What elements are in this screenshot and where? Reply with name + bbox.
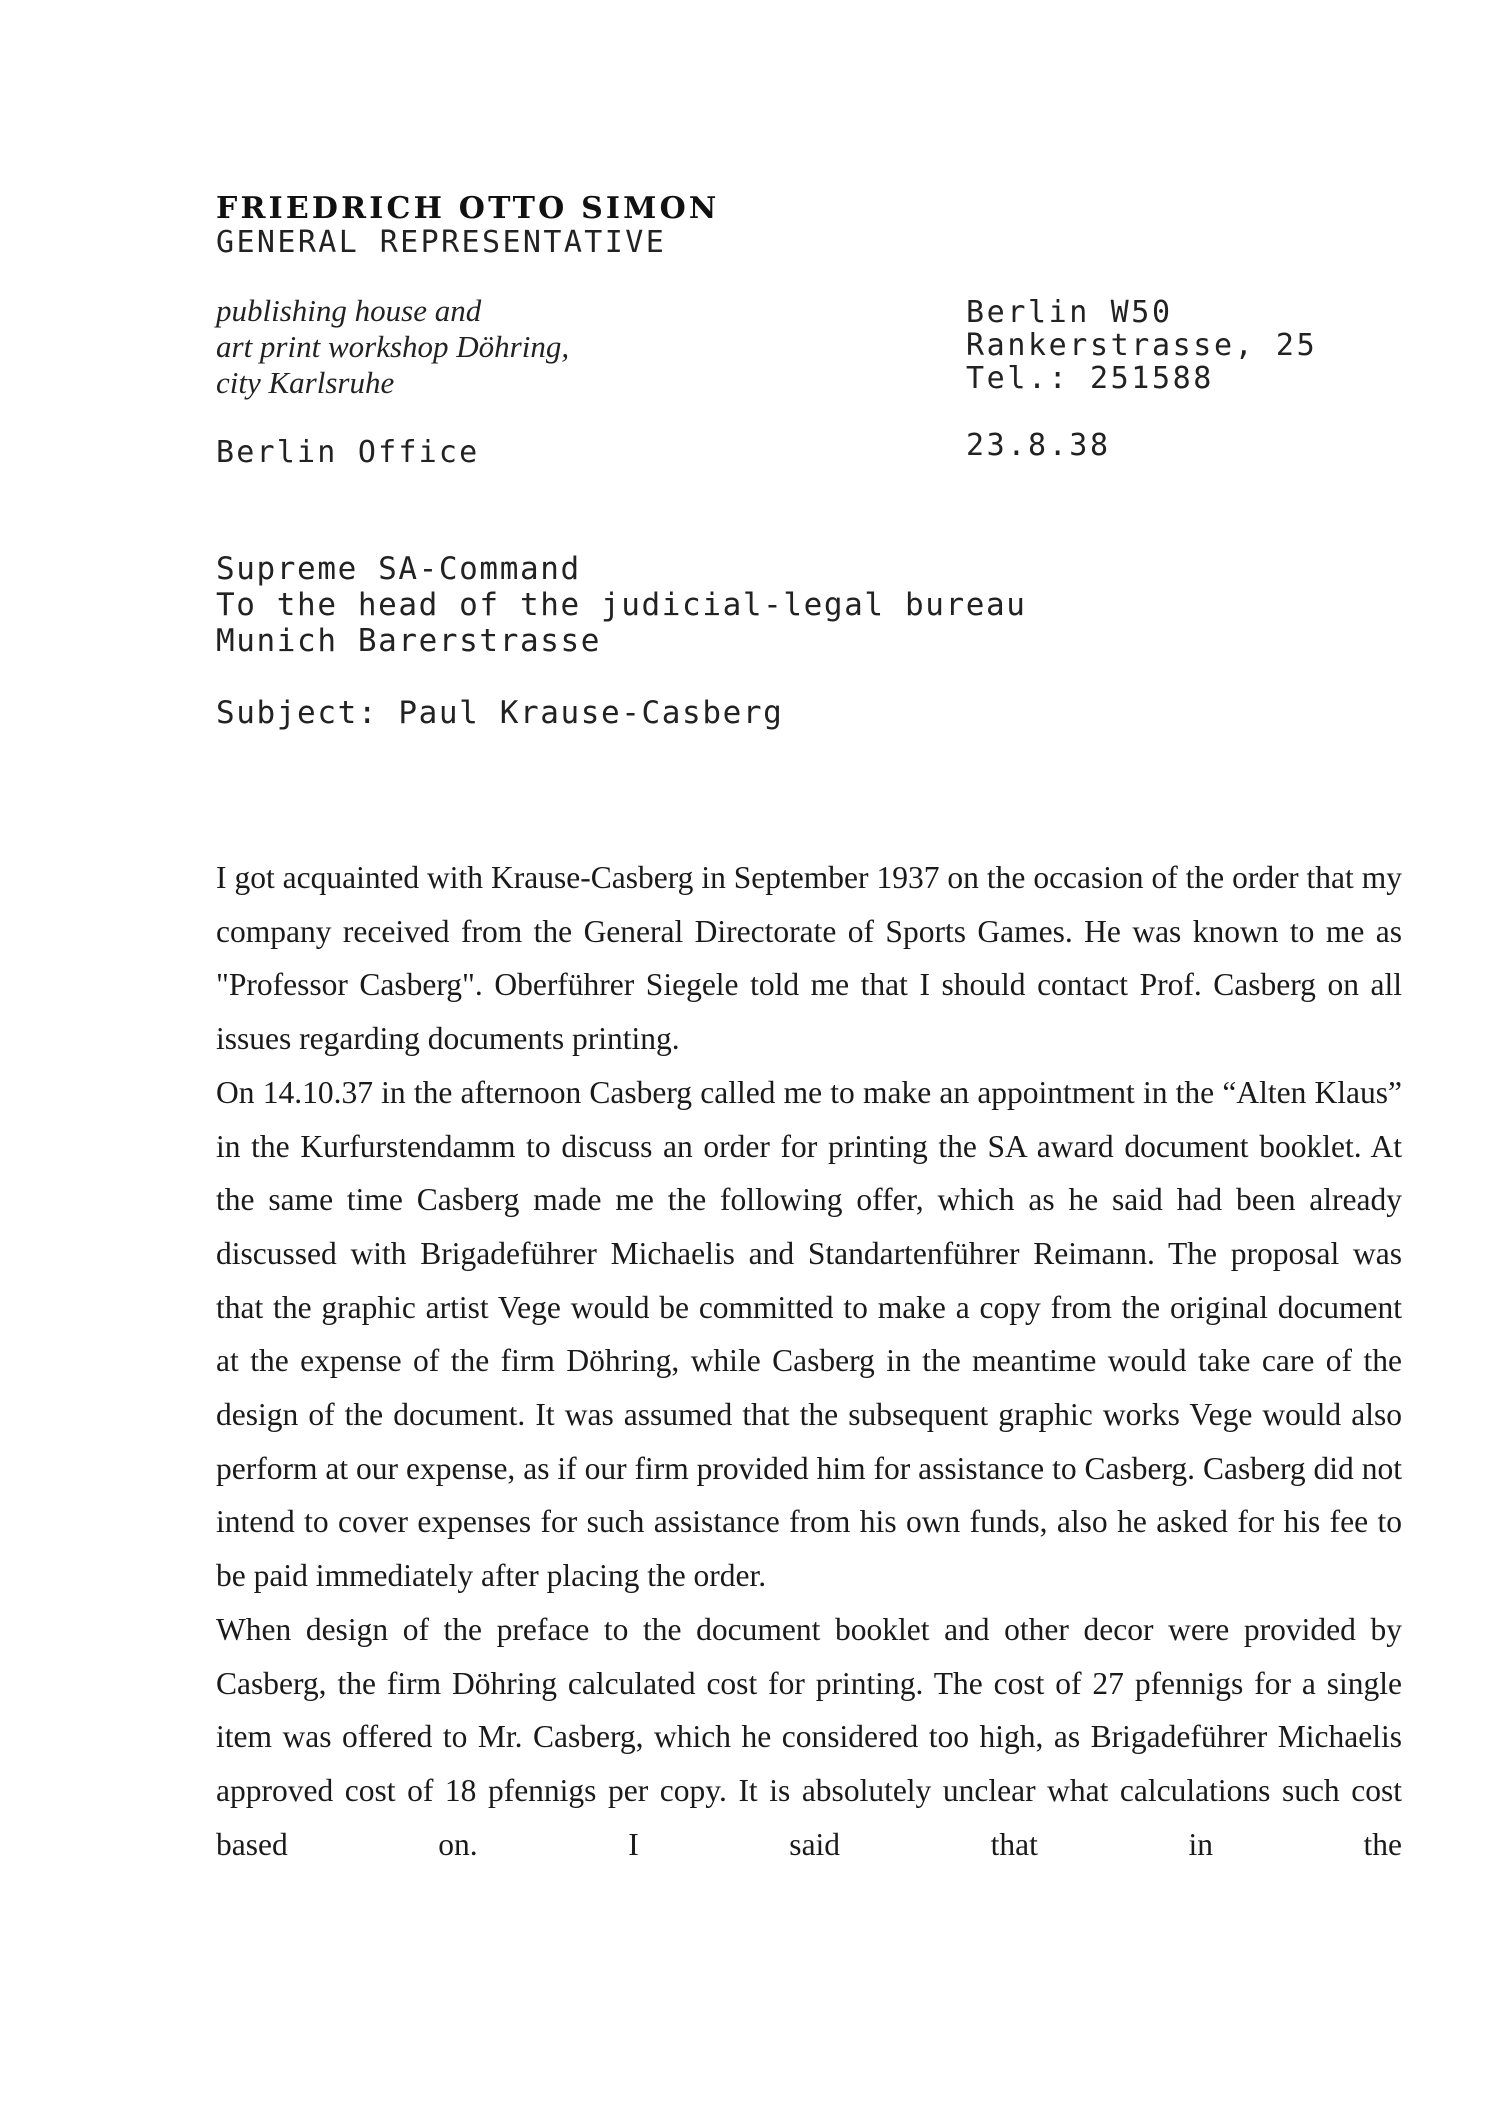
publisher-line: city Karlsruhe xyxy=(216,365,395,400)
letterhead-title: GENERAL REPRESENTATIVE xyxy=(216,225,667,260)
letter-date: 23.8.38 xyxy=(966,428,1111,463)
sender-address xyxy=(966,296,1317,395)
publisher-line: publishing house and xyxy=(216,293,482,328)
address-line: Berlin W50 xyxy=(966,295,1173,330)
letterhead-name: FRIEDRICH OTTO SIMON xyxy=(216,191,720,226)
body-paragraph: When design of the preface to the document booklet and other decor were provided by Casberg, the firm Döhring calculated cost for printing. The cost of 27 pfennigs for a single item was offered to Mr. Casberg, which he considered too high, as Brigadeführer Michaelis approved cost of 18 pfennigs per copy. It is absolutely unclear what calculations such cost based on. I said that in the xyxy=(216,1611,1402,1862)
subject-line: Subject: Paul Krause-Casberg xyxy=(216,695,784,731)
office-label: Berlin Office xyxy=(216,435,480,470)
body-paragraph: I got acquainted with Krause-Casberg in September 1937 on the occasion of the order that my company received from the General Directorate of Sports Games. He was known to me as "Professor Casberg". Oberführer Siegele told me that I should contact Prof. Casberg on all issues regarding documents printing. xyxy=(216,860,1402,1057)
address-line: Rankerstrasse, 25 xyxy=(966,328,1318,363)
publisher-block xyxy=(216,293,569,401)
recipient-line: Munich Barerstrasse xyxy=(216,623,602,659)
publisher-line: art print workshop Döhring, xyxy=(216,329,570,364)
recipient-line: To the head of the judicial-legal bureau xyxy=(216,587,1027,623)
letter-body xyxy=(216,851,1402,1871)
recipient-line: Supreme SA-Command xyxy=(216,551,581,587)
address-line: Tel.: 251588 xyxy=(966,361,1214,396)
body-paragraph: On 14.10.37 in the afternoon Casberg called me to make an appointment in the “Alten Klaus” in the Kurfurstendamm to discuss an order for printing the SA award document booklet. At the same time Casberg made me the following offer, which as he said had been already discussed with Brigadeführer Michaelis and Standartenführer Reimann. The proposal was that the graphic artist Vege would be committed to make a copy from the original document at the expense of the firm Döhring, while Casberg in the meantime would take care of the design of the document. It was assumed that the subsequent graphic works Vege would also perform at our expense, as if our firm provided him for assistance to Casberg. Casberg did not intend to cover expenses for such assistance from his own funds, also he asked for his fee to be paid immediately after placing the order. xyxy=(216,1074,1402,1594)
recipient-block xyxy=(216,551,1027,659)
